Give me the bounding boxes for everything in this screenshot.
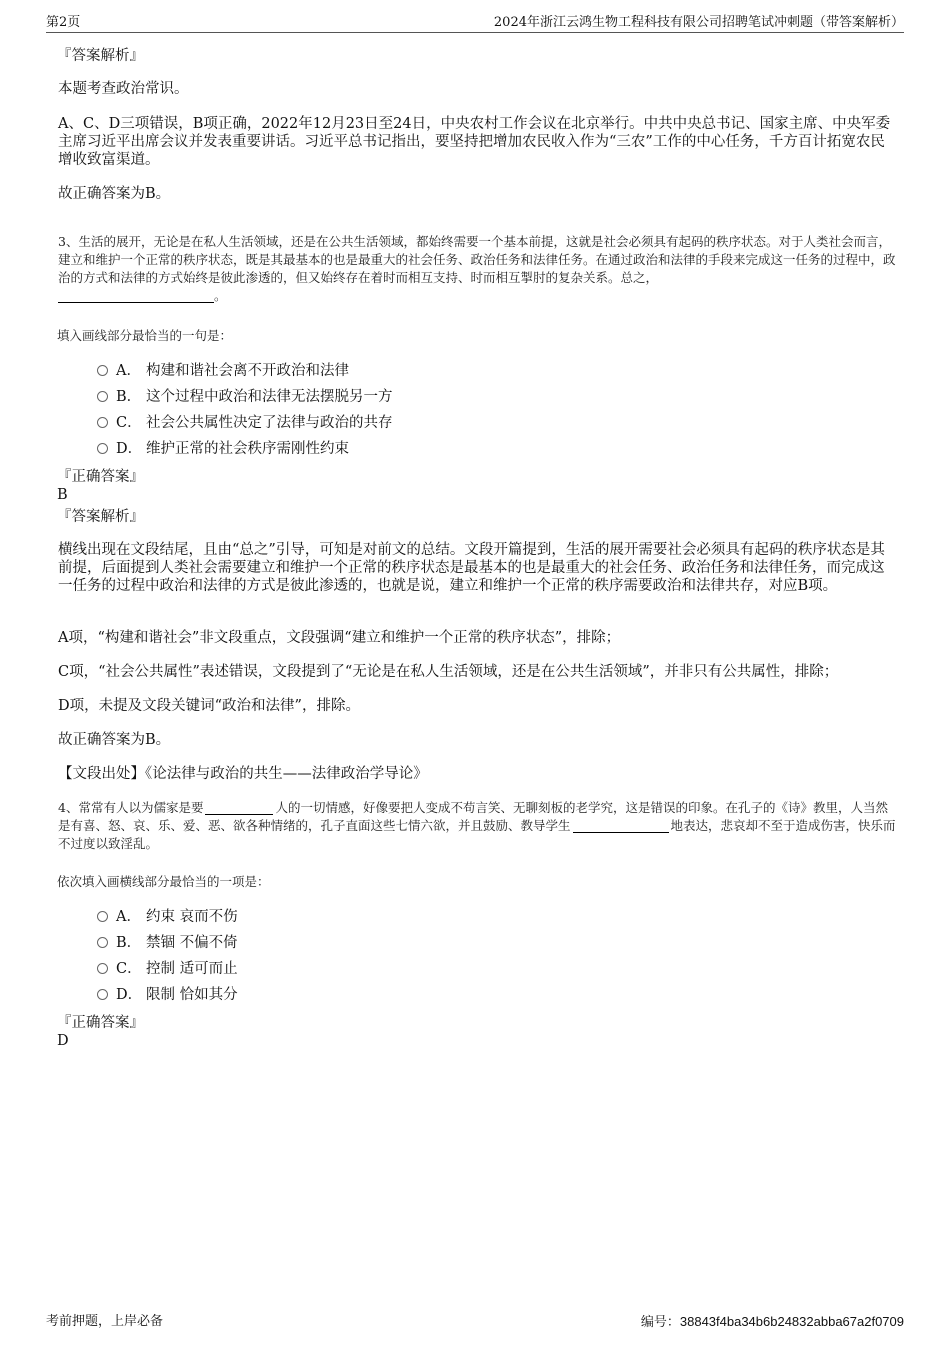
q3-option-c[interactable] (97, 413, 393, 433)
q3-analysis-p5: 故正确答案为B。 (58, 732, 171, 748)
q2-analysis-p1: 本题考查政治常识。 (58, 81, 189, 97)
q3-answer-blank (58, 288, 214, 303)
q3-stem (58, 233, 898, 305)
radio-icon[interactable] (97, 391, 108, 402)
q3-analysis-p3: C项，“社会公共属性”表述错误，文段提到了“无论是在私人生活领域，还是在公共生活领域”，并非只有公共属性，排除； (58, 664, 839, 680)
q3-stem-end: 。 (214, 288, 227, 303)
q3-answer: B (57, 487, 68, 503)
document-title: 2024年浙江云鸿生物工程科技有限公司招聘笔试冲刺题（带答案解析） (493, 15, 904, 30)
option-letter: B． (116, 935, 142, 951)
footer-code (641, 1313, 904, 1332)
option-text: 社会公共属性决定了法律与政治的共存 (146, 415, 393, 431)
radio-icon[interactable] (97, 911, 108, 922)
option-letter: C． (116, 415, 142, 431)
q3-stem-text: 3、生活的展开，无论是在私人生活领域，还是在公共生活领域，都始终需要一个基本前提，这就是社会必须具有起码的秩序状态。对于人类社会而言，建立和维护一个正常的秩序状态，既是其最基本的也是最重大的社会任务、政治任务和法律任务。在通过政治和法律的手段来完成这一任务的过程中，政治的方式和法律的方式始终是彼此渗透的，但又始终存在着时而相互支持、时而相互掣肘的复杂关系。总之， (58, 234, 896, 285)
footer-slogan: 考前押题，上岸必备 (46, 1314, 164, 1329)
q4-option-d[interactable] (97, 985, 238, 1005)
option-text: 约束 哀而不伤 (146, 909, 238, 925)
option-text: 控制 适可而止 (146, 961, 238, 977)
q4-blank-1 (205, 800, 273, 815)
q3-option-b[interactable] (97, 387, 393, 407)
q3-analysis-p2: A项，“构建和谐社会”非文段重点，文段强调“建立和维护一个正常的秩序状态”，排除； (58, 630, 621, 646)
header-divider (46, 32, 904, 33)
q3-answer-label: 『正确答案』 (57, 469, 144, 485)
q3-analysis-p1: 横线出现在文段结尾，且由“总之”引导，可知是对前文的总结。文段开篇提到，生活的展开需要社会必须具有起码的秩序状态是其前提，后面提到人类社会需要建立和维护一个正常的秩序状态是最基本的也是最重大的社会任务、政治任务和法律任务，而完成这一任务的过程中政治和法律的方式是彼此渗透的，也就是说，建立和维护一个正常的秩序需要政治和法律共存，对应B项。 (58, 542, 885, 594)
q4-answer: D (57, 1033, 69, 1049)
footer-code-label: 编号： (640, 1315, 680, 1330)
radio-icon[interactable] (97, 937, 108, 948)
radio-icon[interactable] (97, 963, 108, 974)
footer-code-value: 38843f4ba34b6b24832abba67a2f0709 (679, 1314, 904, 1329)
q2-analysis-label: 『答案解析』 (57, 48, 144, 64)
option-letter: D． (116, 441, 143, 457)
option-text: 禁锢 不偏不倚 (146, 935, 238, 951)
q2-analysis-p3: 故正确答案为B。 (58, 186, 171, 202)
radio-icon[interactable] (97, 365, 108, 376)
q3-option-d[interactable] (97, 439, 349, 459)
radio-icon[interactable] (97, 443, 108, 454)
option-letter: A． (116, 363, 141, 379)
q4-stem-part2: 人的一切情感，好像要把人变成不苟言笑、无聊刻板的老学究，这是错误的印象。在孔子的《诗》教里，人当然是有喜、怒、哀、乐、爱、恶、欲各种情绪的，孔子直面这些七情六欲，并且鼓励、教导学生 (58, 800, 888, 833)
q4-stem-part3: 地表达，悲哀却不至于造成伤害，快乐而不过度以致淫乱。 (58, 818, 896, 851)
q4-blank-2 (573, 818, 669, 833)
q3-option-a[interactable] (97, 361, 349, 381)
q4-answer-label: 『正确答案』 (57, 1015, 144, 1031)
q4-stem (58, 799, 898, 853)
q3-analysis-label: 『答案解析』 (57, 509, 144, 525)
radio-icon[interactable] (97, 417, 108, 428)
q3-source: 【文段出处】《论法律与政治的共生——法律政治学导论》 (58, 766, 428, 782)
option-text: 构建和谐社会离不开政治和法律 (146, 363, 349, 379)
radio-icon[interactable] (97, 989, 108, 1000)
q4-option-b[interactable] (97, 933, 238, 953)
option-text: 限制 恰如其分 (146, 987, 238, 1003)
q4-prompt: 依次填入画横线部分最恰当的一项是： (57, 874, 270, 889)
option-text: 这个过程中政治和法律无法摆脱另一方 (146, 389, 393, 405)
q4-option-c[interactable] (97, 959, 238, 979)
option-letter: C． (116, 961, 142, 977)
option-letter: D． (116, 987, 143, 1003)
option-text: 维护正常的社会秩序需刚性约束 (146, 441, 349, 457)
q3-analysis-p4: D项，未提及文段关键词“政治和法律”，排除。 (58, 698, 360, 714)
page-number: 第2页 (46, 15, 81, 30)
q2-analysis-p2: A、C、D三项错误，B项正确，2022年12月23日至24日，中央农村工作会议在北京举行。中共中央总书记、国家主席、中央军委主席习近平出席会议并发表重要讲话。习近平总书记指出，要坚持把增加农民收入作为“三农”工作的中心任务，千方百计拓宽农民增收致富渠道。 (58, 116, 891, 168)
q4-option-a[interactable] (97, 907, 238, 927)
option-letter: A． (116, 909, 141, 925)
q3-prompt: 填入画线部分最恰当的一句是： (57, 328, 233, 343)
q4-stem-part1: 4、常常有人以为儒家是要 (58, 800, 204, 815)
option-letter: B． (116, 389, 142, 405)
